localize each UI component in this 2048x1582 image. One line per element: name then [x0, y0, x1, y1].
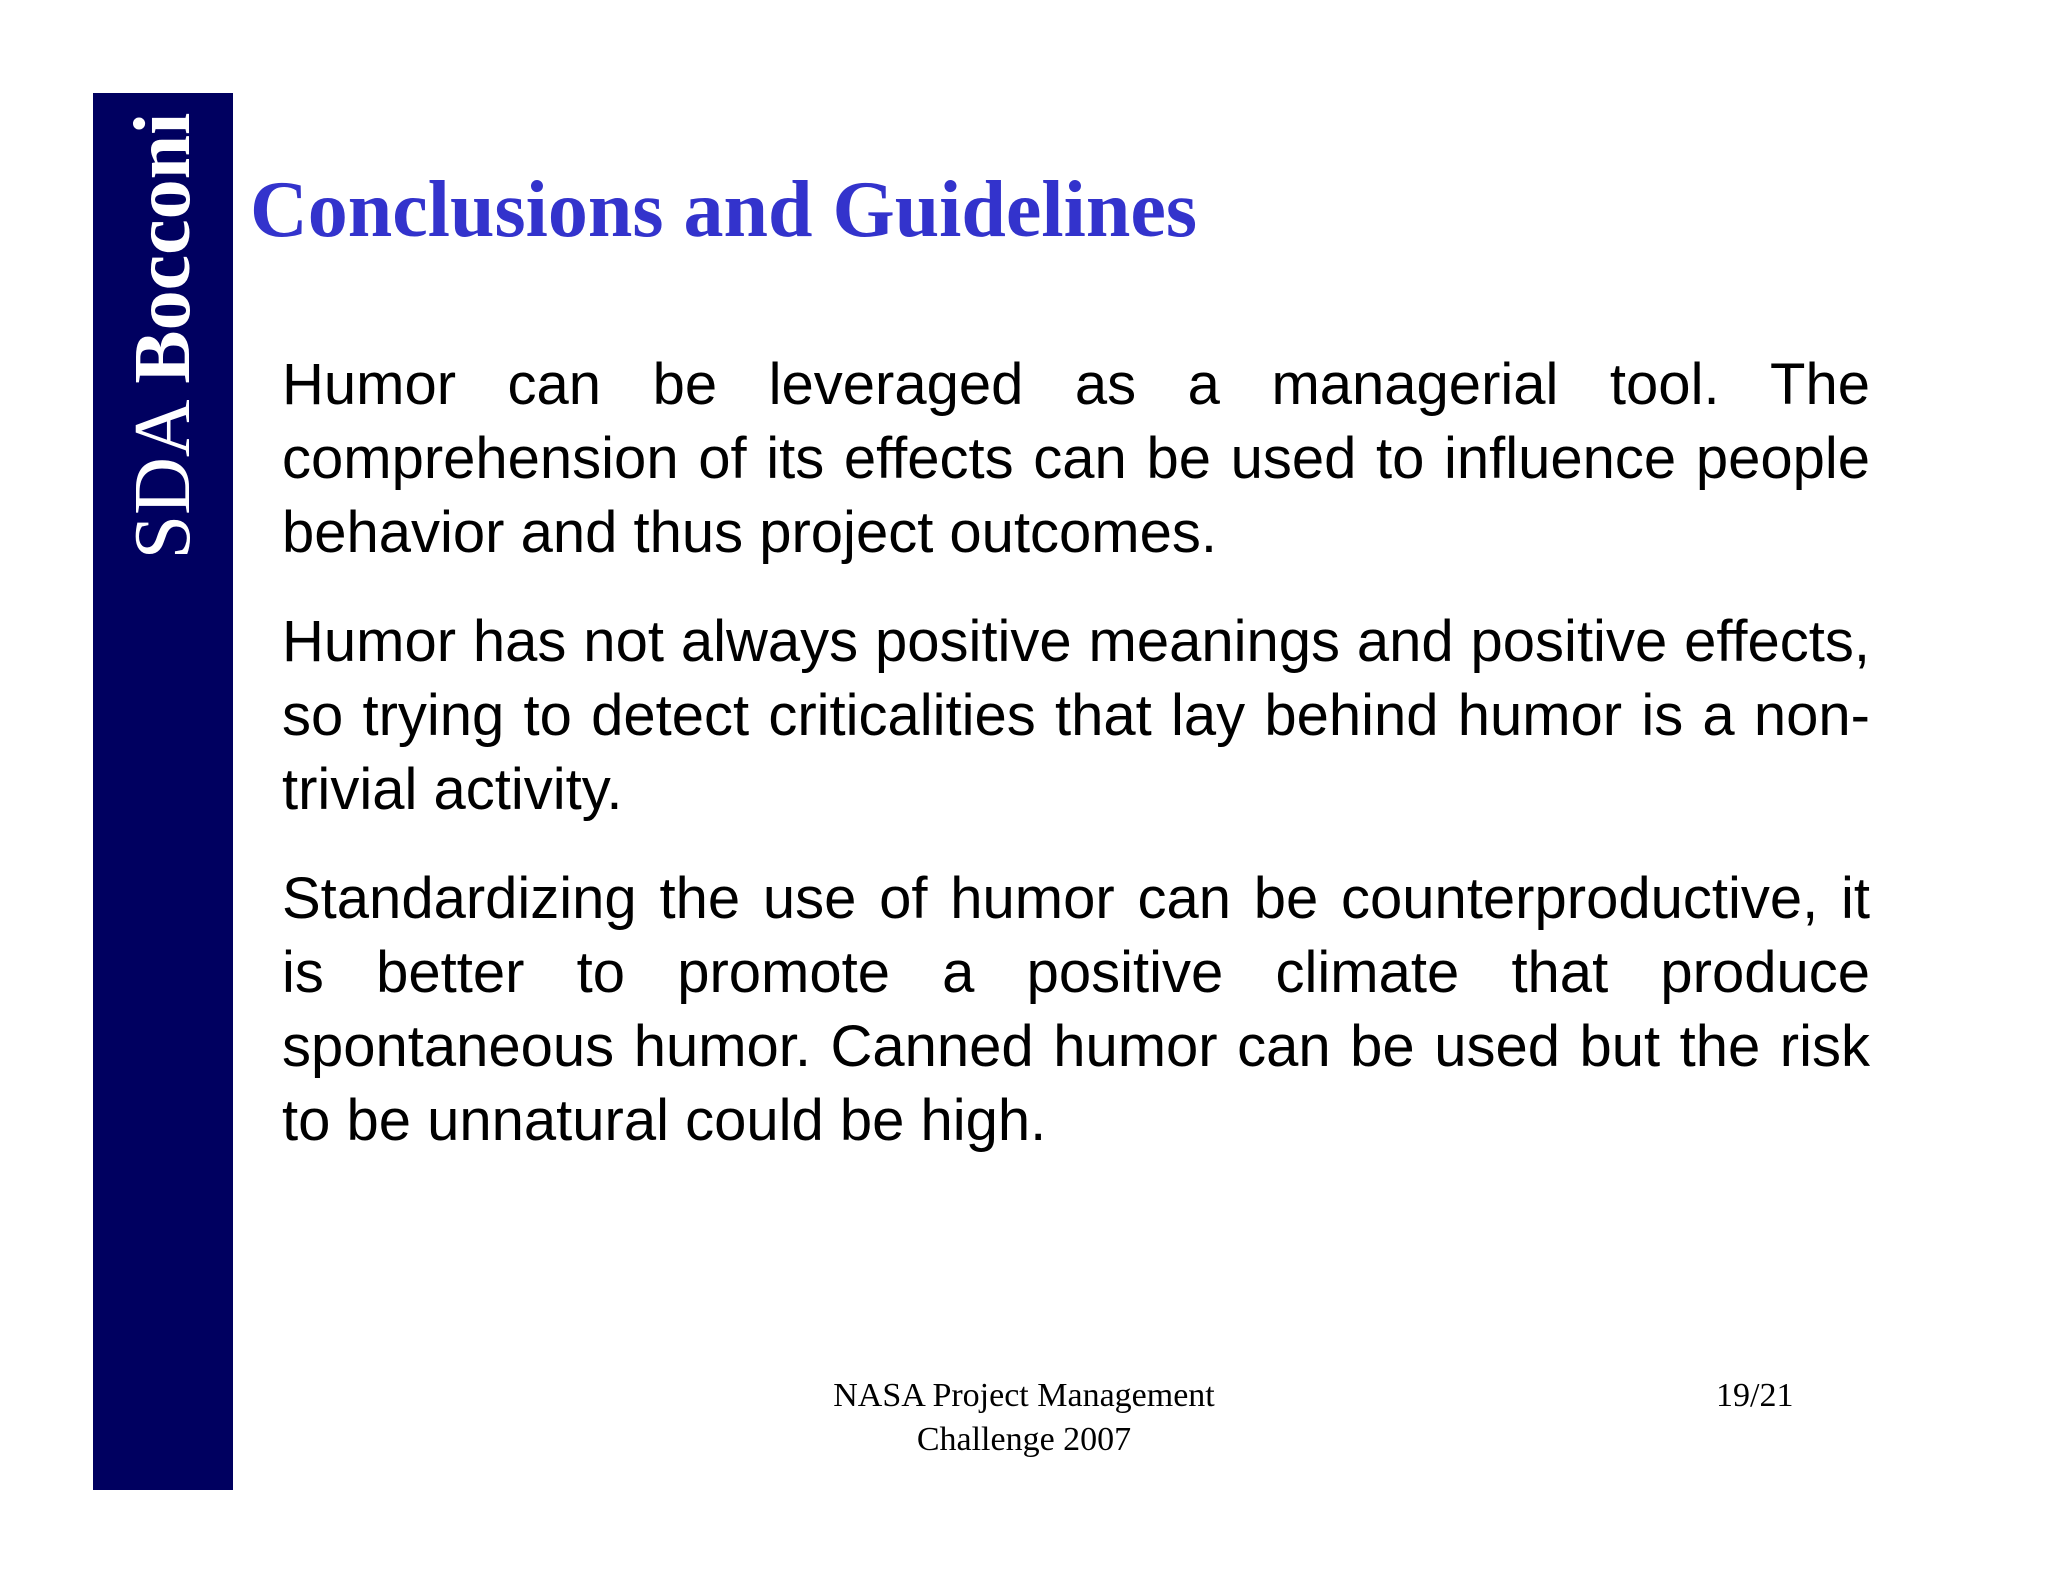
brand-bocconi: Bocconi	[119, 112, 207, 384]
slide-body	[282, 348, 1870, 1193]
footer-line-1: NASA Project Management	[833, 1377, 1215, 1414]
footer-line-2: Challenge 2007	[916, 1421, 1132, 1458]
paragraph-1: Humor can be leveraged as a managerial tool. The comprehension of its effects can be used to influence people behavior and thus project outcomes.	[282, 352, 1870, 565]
paragraph-3: Standardizing the use of humor can be counterproductive, it is better to promote a positive climate that produce spontaneous humor. Canned humor can be used but the risk to be unnatural could be high.	[282, 866, 1870, 1153]
page-number: 19/21	[1716, 1377, 1794, 1414]
paragraph-2: Humor has not always positive meanings and positive effects, so trying to detect criticalities that lay behind humor is a non-trivial activity.	[282, 609, 1870, 822]
brand-sda: SDA	[119, 383, 207, 560]
slide-title: Conclusions and Guidelines	[250, 166, 1197, 254]
brand-logo	[119, 112, 207, 560]
